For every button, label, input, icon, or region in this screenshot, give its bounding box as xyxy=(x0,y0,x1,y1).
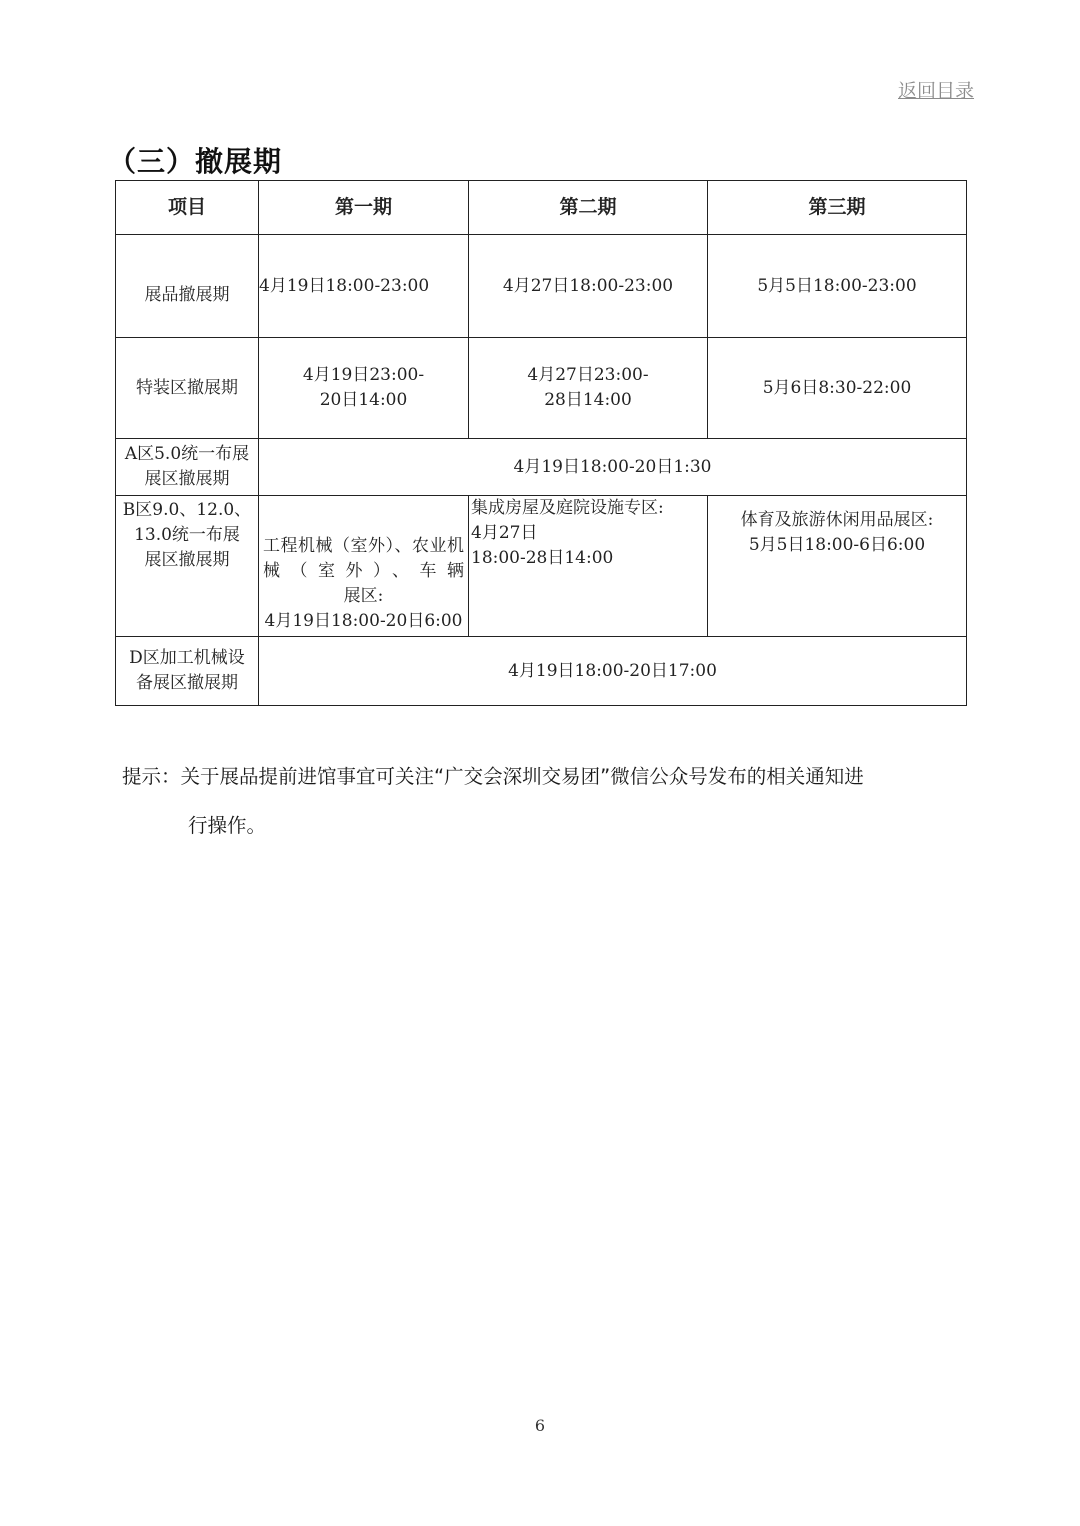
phase-2-cell xyxy=(469,496,708,637)
cell-line: 4月19日18:00-20日6:00 xyxy=(264,611,463,631)
row-label xyxy=(116,496,259,637)
cell-line: B区9.0、12.0、 xyxy=(122,500,252,520)
table-header-row xyxy=(116,181,967,235)
cell-line: 备展区撤展期 xyxy=(136,673,238,693)
phase-2-cell: 4月27日18:00-23:00 xyxy=(469,235,708,338)
cell-line: 18:00-28日14:00 xyxy=(471,548,614,568)
tip-line-2: 行操作。 xyxy=(188,814,267,837)
cell-line: 5月5日18:00-6日6:00 xyxy=(748,535,926,555)
page-number: 6 xyxy=(534,1416,546,1435)
row-label: 特装区撤展期 xyxy=(116,338,259,439)
cell-line: 集成房屋及庭院设施专区: xyxy=(471,498,664,518)
back-to-contents-link[interactable]: 返回目录 xyxy=(898,80,975,102)
row-label: 展品撤展期 xyxy=(116,235,259,338)
cell-line: 4月19日23:00- xyxy=(302,365,425,385)
cell-line: A区5.0统一布展 xyxy=(124,444,250,464)
cell-line: 4月27日23:00- xyxy=(527,365,649,385)
merged-phase-cell: 4月19日18:00-20日17:00 xyxy=(259,637,967,706)
phase-3-cell xyxy=(708,496,967,637)
header-item: 项目 xyxy=(116,181,259,235)
merged-phase-cell: 4月19日18:00-20日1:30 xyxy=(259,439,967,496)
header-phase-3: 第三期 xyxy=(708,181,967,235)
phase-3-cell: 5月6日8:30-22:00 xyxy=(708,338,967,439)
header-phase-1: 第一期 xyxy=(259,181,469,235)
phase-1-cell: 4月19日18:00-23:00 xyxy=(259,235,469,338)
cell-text: 工程机械（室外）、农业机械（室外）、车辆 xyxy=(263,536,464,581)
cell-line: 展区撤展期 xyxy=(144,550,230,570)
table-row xyxy=(116,439,967,496)
row-label xyxy=(116,439,259,496)
cell-line: 4月27日 xyxy=(471,523,538,543)
header-phase-2: 第二期 xyxy=(469,181,708,235)
teardown-schedule-table xyxy=(115,180,967,706)
row-label xyxy=(116,637,259,706)
phase-1-cell xyxy=(259,338,469,439)
cell-line: D区加工机械设 xyxy=(129,648,245,668)
table-row xyxy=(116,338,967,439)
cell-line: 20日14:00 xyxy=(319,390,408,410)
tip-line-1: 提示：关于展品提前进馆事宜可关注“广交会深圳交易团”微信公众号发布的相关通知进 xyxy=(122,765,864,788)
table-row xyxy=(116,496,967,637)
cell-line: 体育及旅游休闲用品展区: xyxy=(740,510,934,530)
table-row xyxy=(116,637,967,706)
tip-paragraph xyxy=(122,752,982,850)
cell-line: 28日14:00 xyxy=(544,390,632,410)
cell-line: 13.0统一布展 xyxy=(134,525,240,545)
cell-line: 展区撤展期 xyxy=(144,469,230,489)
cell-line: 展区: xyxy=(343,586,384,606)
table-row xyxy=(116,235,967,338)
phase-2-cell xyxy=(469,338,708,439)
phase-3-cell: 5月5日18:00-23:00 xyxy=(708,235,967,338)
phase-1-cell xyxy=(259,496,469,637)
section-title: （三）撤展期 xyxy=(108,145,283,178)
